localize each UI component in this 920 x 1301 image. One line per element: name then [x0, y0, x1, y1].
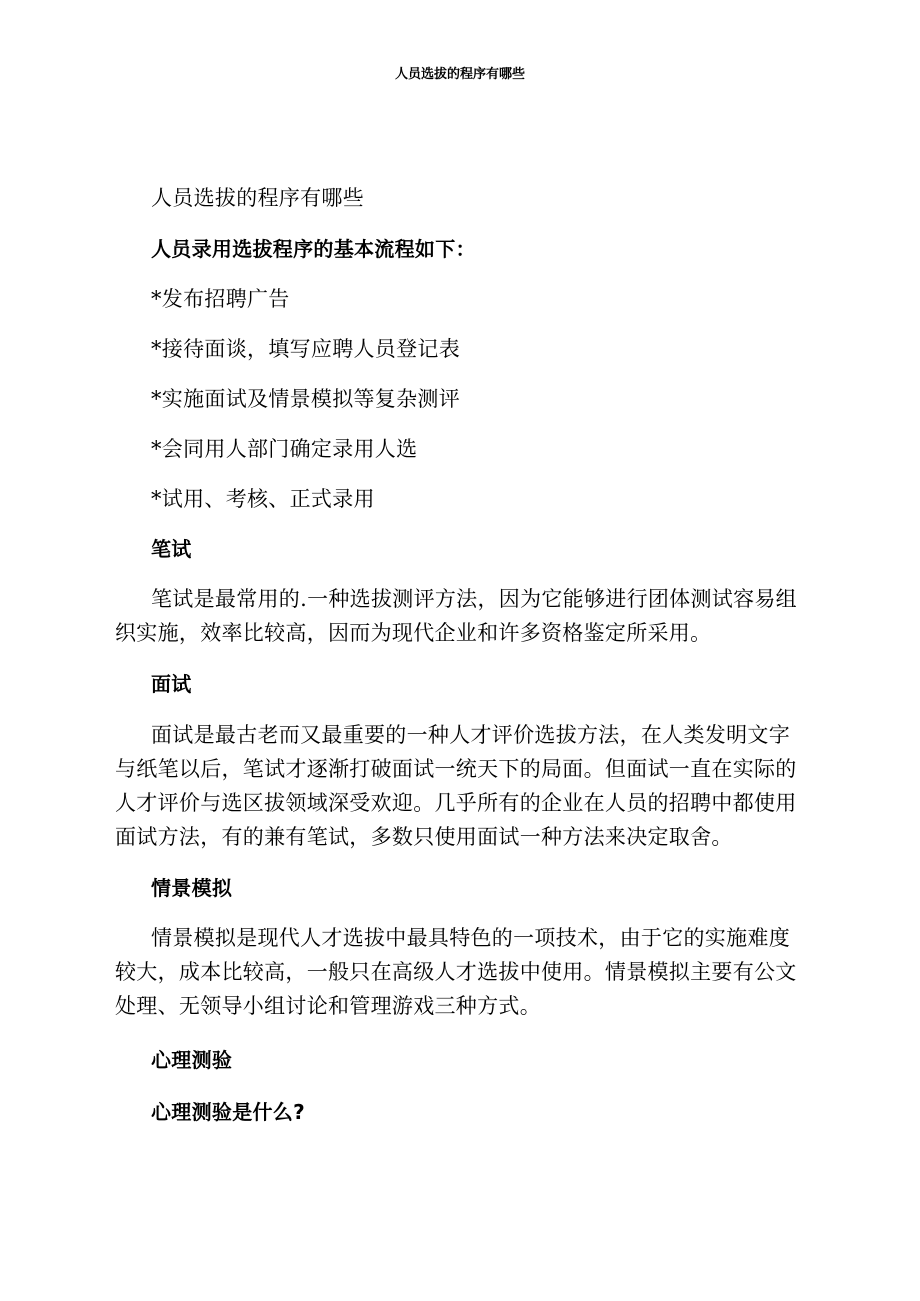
- simulation-heading: 情景模拟: [151, 876, 233, 900]
- flow-step-1: *发布招聘广告: [151, 287, 290, 311]
- interview-heading: 面试: [151, 672, 192, 696]
- document-title: 人员选拔的程序有哪些: [151, 186, 364, 210]
- interview-paragraph: 面试是最古老而又最重要的一种人才评价选拔方法，在人类发明文字与纸笔以后，笔试才逐渐打破面试一统天下的局面。但面试一直在实际的人才评价与选区拔领域深受欢迎。几乎所有的企业在人员的招聘中都使用面试方法，有的兼有笔试，多数只使用面试一种方法来决定取舍。: [115, 723, 797, 849]
- flow-step-2: *接待面谈，填写应聘人员登记表: [151, 337, 460, 361]
- psych-test-heading: 心理测验: [151, 1048, 233, 1072]
- simulation-paragraph: 情景模拟是现代人才选拔中最具特色的一项技术，由于它的实施难度较大，成本比较高，一般只在高级人才选拔中使用。情景模拟主要有公文处理、无领导小组讨论和管理游戏三种方式。: [115, 926, 797, 1018]
- flow-step-5: *试用、考核、正式录用: [151, 487, 375, 511]
- document-body: [115, 181, 805, 1129]
- flow-step-3: *实施面试及情景模拟等复杂测评: [151, 387, 460, 411]
- flow-heading: 人员录用选拔程序的基本流程如下：: [151, 237, 476, 261]
- flow-step-4: *会同用人部门确定录用人选: [151, 437, 418, 461]
- written-test-paragraph: 笔试是最常用的.一种选拔测评方法，因为它能够进行团体测试容易组织实施，效率比较高，因而为现代企业和许多资格鉴定所采用。: [115, 587, 797, 645]
- running-header: 人员选拔的程序有哪些: [394, 67, 525, 82]
- psych-test-subheading: 心理测验是什么?: [151, 1100, 306, 1124]
- written-test-heading: 笔试: [151, 537, 192, 561]
